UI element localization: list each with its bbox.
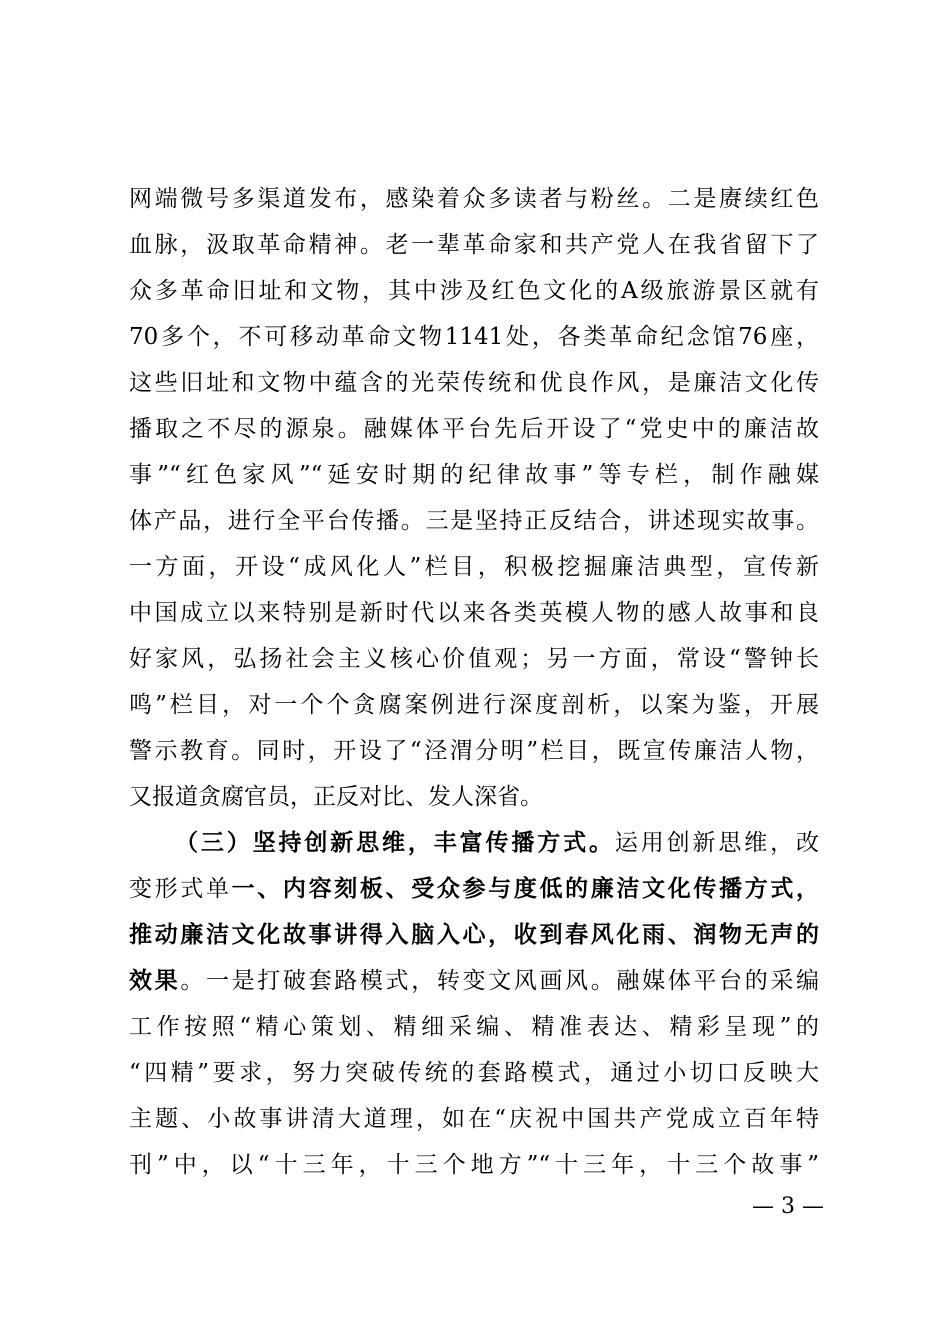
text-line: 好家风，弘扬社会主义核心价值观；另一方面，常设“警钟长 [129,646,819,672]
text-line [129,958,819,1004]
text-line: “四精”要求，努力突破传统的套路模式，通过小切口反映大 [129,1060,819,1086]
bold-text-run: 一、内容刻板、受众参与度低的廉洁文化传播方式， [231,876,820,902]
text-line: 工作按照“精心策划、精细采编、精准表达、精彩呈现”的 [129,1014,819,1040]
text-line [129,866,819,912]
text-line: 血脉，汲取革命精神。老一辈革命家和共产党人在我省留下了 [129,232,819,258]
text-run: 变形式单 [129,876,232,902]
body-text [129,176,819,1188]
page-number: — 3 — [752,1194,824,1219]
text-line: 警示教育。同时，开设了“泾渭分明”栏目，既宣传廉洁人物， [129,738,819,764]
text-line: 主题、小故事讲清大道理，如在“庆祝中国共产党成立百年特 [129,1106,819,1132]
text-line: 鸣”栏目，对一个个贪腐案例进行深度剖析，以案为鉴，开展 [129,692,819,718]
text-line: 中国成立以来特别是新时代以来各类英模人物的感人故事和良 [129,600,819,626]
text-line: 体产品，进行全平台传播。三是坚持正反结合，讲述现实故事。 [129,508,819,534]
text-run: 。一是打破套路模式，转变文风画风。融媒体平台的采编 [180,968,820,994]
text-line: 众多革命旧址和文物，其中涉及红色文化的A级旅游景区就有 [129,278,819,304]
text-line: 这些旧址和文物中蕴含的光荣传统和优良作风，是廉洁文化传 [129,370,819,396]
section-heading: （三）坚持创新思维，丰富传播方式。 [175,829,615,856]
text-line: 播取之不尽的源泉。融媒体平台先后开设了“党史中的廉洁故 [129,416,819,442]
text-line: 刊”中，以“十三年，十三个地方”“十三年，十三个故事” [129,1152,819,1178]
text-line: 又报道贪腐官员，正反对比、发人深省。 [129,784,543,810]
bold-text-run: 效果 [129,968,181,994]
bold-text-line: 推动廉洁文化故事讲得入脑入心，收到春风化雨、润物无声的 [129,922,819,948]
text-run: 运用创新思维，改 [614,830,819,856]
text-line: 70多个，不可移动革命文物1141处，各类革命纪念馆76座， [129,324,819,350]
text-line: 事”“红色家风”“延安时期的纪律故事”等专栏，制作融媒 [129,462,819,488]
section-heading-line [129,820,819,866]
text-line: 一方面，开设“成风化人”栏目，积极挖掘廉洁典型，宣传新 [129,554,819,580]
text-line: 网端微号多渠道发布，感染着众多读者与粉丝。二是赓续红色 [129,186,819,212]
